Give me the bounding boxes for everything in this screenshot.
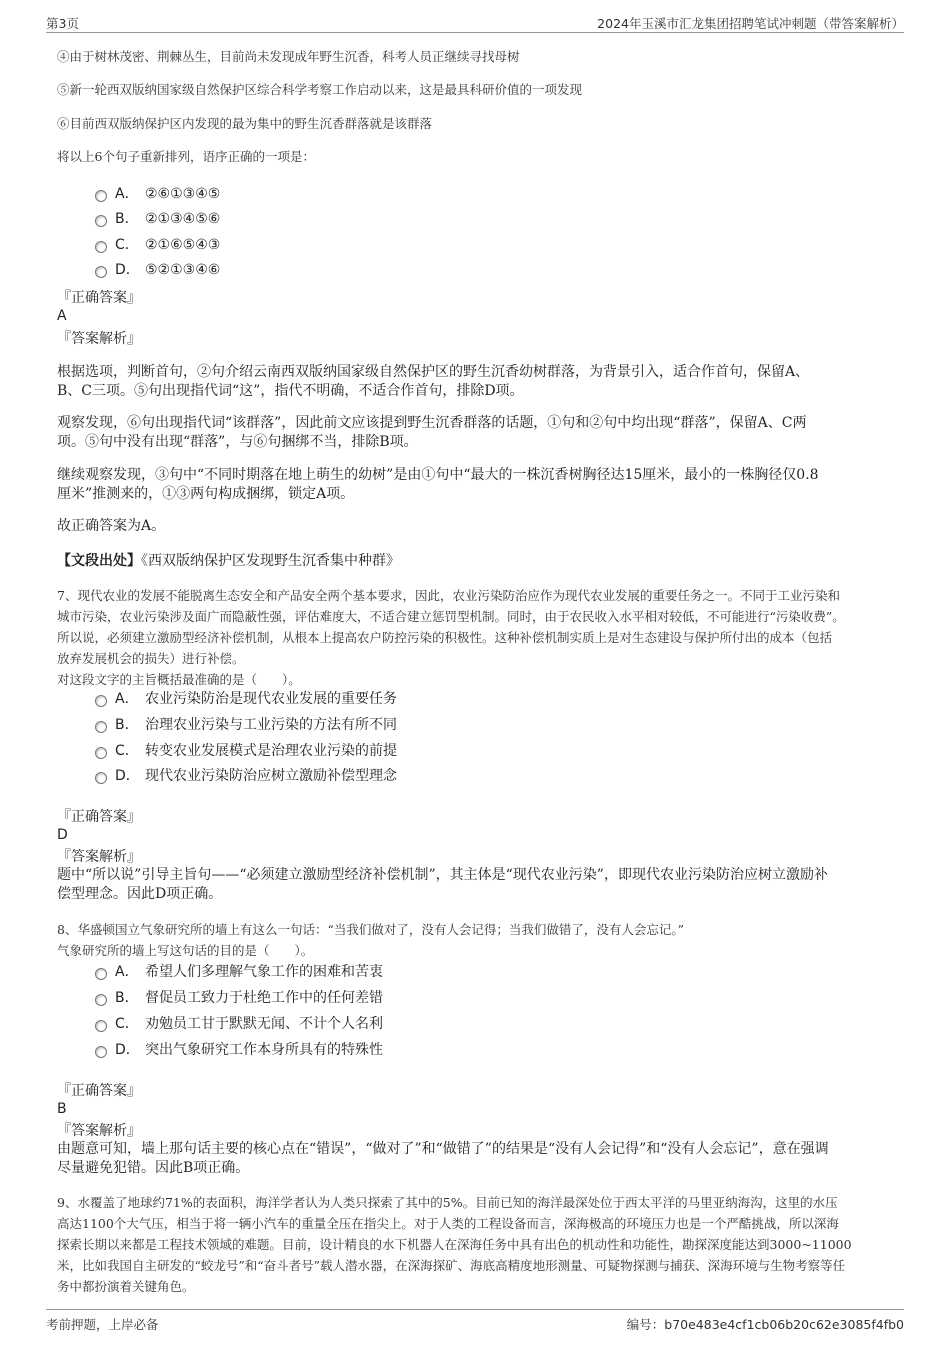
q8-option-a[interactable]: A． 希望人们多理解气象工作的困难和苦衷 xyxy=(95,961,383,983)
q6-analysis-paragraph: 根据选项，判断首句，②句介绍云南西双版纳国家级自然保护区的野生沉香幼树群落，为背景引入，适合作首句，保留A、 B、C三项。⑤句出现指代词“这”，指代不明确，不适合作首句，排除D项。 xyxy=(57,364,810,399)
radio-icon[interactable] xyxy=(95,190,107,202)
page-footer xyxy=(46,1309,904,1332)
q8-analysis-label: 『答案解析』 xyxy=(57,1123,141,1139)
q6-analysis-paragraph: 观察发现，⑥句出现指代词“该群落”，因此前文应该提到野生沉香群落的话题，①句和②句中均出现“群落”，保留A、C两 项。⑤句中没有出现“群落”，与⑥句捆绑不当，排除B项。 xyxy=(57,415,807,450)
q7-stem: 7、现代农业的发展不能脱离生态安全和产品安全两个基本要求，因此，农业污染防治应作为现代农业发展的重要任务之一。不同于工业污染和 城市污染，农业污染涉及面广而隐蔽性强，评估难度大，不适合建立惩罚型机制。同时，由于农民收入水平相对较低，不可能进行“污染收费”。 所以说，必须建立激励型经济补偿机制，从根本上提高农户防控污染的积极性。这种补偿机制实质上是对生态建设与保护所付出的成本（包括 放弃发展机会的损失）进行补偿。 对这段文字的主旨概括最准确的是（ ）。 xyxy=(57,588,845,687)
q9-stem: 9、水覆盖了地球约71%的表面积，海洋学者认为人类只探索了其中的5%。目前已知的海洋最深处位于西太平洋的马里亚纳海沟，这里的水压 高达1100个大气压，相当于将一辆小汽车的重量全压在指尖上。对于人类的工程设备而言，深海极高的环境压力也是一个严酷挑战，所以深海 探索长期以来都是工程技术领域的难题。目前，设计精良的水下机器人在深海任务中具有出色的机动性和功能性，勘探深度能达到3000~11000 米，比如我国自主研发的“蛟龙号”和“奋斗者号”载人潜水器，在深海探矿、海底高精度地形测量、可疑物探测与捕获、深海环境与生物考察等任 务中都扮演着关键角色。 xyxy=(57,1195,852,1294)
q8-option-d[interactable]: D． 突出气象研究工作本身所具有的特殊性 xyxy=(95,1039,383,1061)
radio-icon[interactable] xyxy=(95,772,107,784)
q6-option-c[interactable]: C． ②①⑥⑤④③ xyxy=(95,234,220,256)
q8-stem: 8、华盛顿国立气象研究所的墙上有这么一句话：“当我们做对了，没有人会记得；当我们做错了，没有人会忘记。” 气象研究所的墙上写这句话的目的是（ ）。 xyxy=(57,922,684,958)
source-title: 《西双版纳保护区发现野生沉香集中种群》 xyxy=(141,553,400,569)
q6-conclusion: 故正确答案为A。 xyxy=(57,518,166,534)
page-number: 第3页 xyxy=(46,16,79,31)
q6-answer-label: 『正确答案』 xyxy=(57,290,141,306)
q6-analysis-paragraph: 继续观察发现，③句中“不同时期落在地上萌生的幼树”是由①句中“最大的一株沉香树胸径达15厘米，最小的一株胸径仅0.8 厘米”推测来的，①③两句构成捆绑，锁定A项。 xyxy=(57,467,819,502)
q6-answer: A xyxy=(57,308,67,324)
q6-sentence-6: ⑥目前西双版纳保护区内发现的最为集中的野生沉香群落就是该群落 xyxy=(57,116,433,131)
radio-icon[interactable] xyxy=(95,241,107,253)
q8-analysis: 由题意可知，墙上那句话主要的核心点在“错误”，“做对了”和“做错了”的结果是“没有人会记得”和“没有人会忘记”，意在强调 尽量避免犯错。因此B项正确。 xyxy=(57,1141,829,1176)
q7-analysis-label: 『答案解析』 xyxy=(57,849,141,865)
radio-icon[interactable] xyxy=(95,1020,107,1032)
q7-answer-label: 『正确答案』 xyxy=(57,809,141,825)
page-header xyxy=(46,12,904,33)
footer-slogan: 考前押题，上岸必备 xyxy=(46,1317,159,1332)
q8-answer: B xyxy=(57,1101,67,1117)
source-label: 【文段出处】 xyxy=(57,553,141,569)
q6-option-a[interactable]: A． ②⑥①③④⑤ xyxy=(95,183,220,205)
q8-answer-label: 『正确答案』 xyxy=(57,1083,141,1099)
radio-icon[interactable] xyxy=(95,747,107,759)
q6-option-b[interactable]: B． ②①③④⑤⑥ xyxy=(95,208,220,230)
radio-icon[interactable] xyxy=(95,721,107,733)
document-title: 2024年玉溪市汇龙集团招聘笔试冲刺题（带答案解析） xyxy=(597,16,904,31)
q8-option-b[interactable]: B． 督促员工致力于杜绝工作中的任何差错 xyxy=(95,987,383,1009)
q6-analysis-label: 『答案解析』 xyxy=(57,331,141,347)
radio-icon[interactable] xyxy=(95,266,107,278)
q7-option-c[interactable]: C． 转变农业发展模式是治理农业污染的前提 xyxy=(95,740,397,762)
document-code: 编号：b70e483e4cf1cb06b20c62e3085f4fb0 xyxy=(626,1317,904,1332)
radio-icon[interactable] xyxy=(95,695,107,707)
q6-option-d[interactable]: D． ⑤②①③④⑥ xyxy=(95,259,220,281)
q7-analysis: 题中“所以说”引导主旨句——“必须建立激励型经济补偿机制”，其主体是“现代农业污染”，即现代农业污染防治应树立激励补 偿型理念。因此D项正确。 xyxy=(57,867,828,902)
q7-answer: D xyxy=(57,827,68,843)
radio-icon[interactable] xyxy=(95,994,107,1006)
q6-sentence-5: ⑤新一轮西双版纳国家级自然保护区综合科学考察工作启动以来，这是最具科研价值的一项发现 xyxy=(57,82,583,97)
q8-option-c[interactable]: C． 劝勉员工甘于默默无闻、不计个人名利 xyxy=(95,1013,383,1035)
q6-sentence-4: ④由于树林茂密、荆棘丛生，目前尚未发现成年野生沉香，科考人员正继续寻找母树 xyxy=(57,49,520,64)
radio-icon[interactable] xyxy=(95,1046,107,1058)
q7-option-a[interactable]: A． 农业污染防治是现代农业发展的重要任务 xyxy=(95,688,397,710)
q7-option-d[interactable]: D． 现代农业污染防治应树立激励补偿型理念 xyxy=(95,765,397,787)
radio-icon[interactable] xyxy=(95,968,107,980)
q6-source xyxy=(57,552,400,571)
q6-prompt: 将以上6个句子重新排列，语序正确的一项是： xyxy=(57,149,315,164)
q7-option-b[interactable]: B． 治理农业污染与工业污染的方法有所不同 xyxy=(95,714,397,736)
radio-icon[interactable] xyxy=(95,215,107,227)
